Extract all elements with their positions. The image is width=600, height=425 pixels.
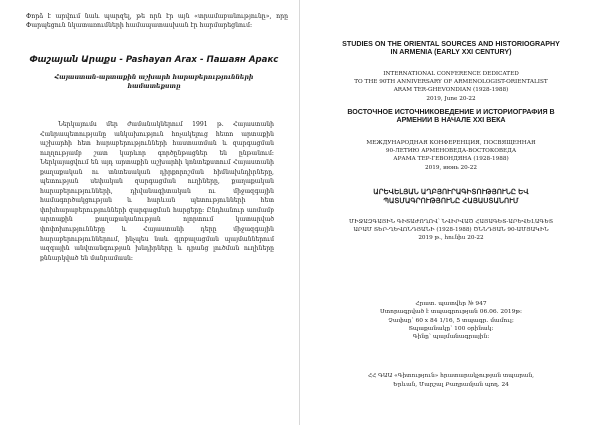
title-line: ВОСТОЧНОЕ ИСТОЧНИКОВЕДЕНИЕ И ИСТОРИОГРАФИЯ В	[347, 108, 555, 116]
signed-date: Ստորագրված է տպագրության 06.06. 2019թ։	[379, 309, 523, 316]
conference-english	[302, 70, 600, 103]
conference-line: АРАМА ТЕР-ГЕВОНДЯНА (1928-1988)	[393, 156, 509, 163]
title-line: STUDIES ON THE ORIENTAL SOURCES AND HISTORIOGRAPHY	[342, 40, 560, 48]
right-page	[302, 0, 600, 425]
order-number: Հրատ. պատվեր № 947	[415, 301, 487, 307]
publisher-name: ՀՀ ԳԱԱ «Գիտություն» հրատարակչության տպարան,	[367, 373, 535, 379]
title-english	[302, 40, 600, 57]
abstract-subtitle: Հայաստան-արտաքին աշխարհ հարաբերությունների համատեքստը	[54, 74, 254, 90]
title-line: АРМЕНИИ В НАЧАЛЕ XXI ВЕКА	[396, 116, 506, 125]
conference-line: ՄԻՋԱԶԳԱՅԻՆ ԳԻՏԱԺՈՂՈՎ՝ ՆՎԻՐՎԱԾ ՀԱՅԱԳԵՏ-ԱՐԵՎԵԼԱԳԵՏ	[349, 219, 553, 225]
conference-armenian	[302, 218, 600, 243]
title-line: IN ARMENIA (EARLY XXI CENTURY)	[390, 48, 512, 57]
publisher-address: Երևան, Մարշալ Բաղրամյան պող. 24	[393, 381, 509, 388]
conference-line: ARAM TER-GHEVONDIAN (1928-1988)	[393, 87, 509, 94]
print-run: Տպաքանակը՝ 100 օրինակ։	[408, 325, 494, 332]
conference-date: 2019 թ., հունիս 20-22	[418, 235, 484, 242]
abstract-body: Ներկայումս մեր ժամանակներում 1991 թ. Հայաստանի Հանրապետությանը անկախություն հռչակելուց հետո արտաքին աշխարհի հետ հարաբերությունների հաստատման և զարգացման ուղղությամբ շատ կարևոր գործընթացներ են ընթանում։ Ներկայացվում են այդ արտաքին աշխարհի կոնտեքստում Հայաստանի քաղաքական ու տնտեսական դիրքորոշման հիմնախնդիրները, պետության սեփական զարգացման ուղիները, քաղաքական հարաբերությունների, դիվանագիտական ու միջազգային համագործակցության և հարևան պետությունների հետ փոխհարաբերությունների զարգացման հարցերը։ Ընդհանուր առմամբ արտաքին քաղաքականության ոլորտում կատարված փոփոխությունները և Հայաստանի դերը միջազգային հարաբերություններում, ինչպես նաև գլոբալացման պայմաններում ազգային անվտանգության խնդիրները և դրանց լուծման ուղիները քննարկված են մանրամասն։	[40, 121, 274, 262]
title-russian	[302, 108, 600, 125]
title-line: ՊԱՏՄԱԳՐՈՒԹՅՈՒՆԸ ՀԱՅԱՍՏԱՆՈՒՄ	[383, 198, 519, 206]
conference-date: 2019, июнь 20-22	[425, 164, 477, 171]
intro-paragraph: Փորձ է արվում նաև պարզել, թե որն էր այն «տրամաբանությունը», որը Փարպեցուն նկատառումների համապատասխան էր հարմարեցնում:	[26, 13, 288, 30]
title-armenian	[302, 188, 600, 206]
format-size: Չափսը՝ 60 x 84 1/16, 5 տպագր. մամուլ։	[388, 317, 514, 324]
publisher-info	[302, 372, 600, 389]
price-info: Գինը՝ պայմանագրային։	[412, 334, 490, 341]
imprint-details	[302, 300, 600, 341]
conference-date: 2019, June 20-22	[426, 95, 476, 102]
left-page	[0, 0, 298, 425]
conference-russian	[302, 139, 600, 172]
author-heading: Փաշայան Արաքս - Pashayan Arax - Пашаян Аракс	[29, 55, 279, 65]
conference-line: ԱՐԱՄ ՏԵՐ-ՂԵՎՈՆԴՅԱՆԻ (1928-1988) ԾՆՆԴՅԱՆ 90-ԱՄՅԱԿԻՆ	[353, 227, 549, 234]
conference-line: МЕЖДУНАРОДНАЯ КОНФЕРЕНЦИЯ, ПОСВЯЩЕННАЯ	[366, 140, 536, 146]
conference-line: 90-ЛЕТИЮ АРМЕНОВЕДА-ВОСТОКОВЕДА	[385, 148, 517, 155]
conference-line: TO THE 90TH ANNIVERSARY OF ARMENOLOGIST-ORIENTALIST	[354, 79, 548, 86]
title-line: ԱՐԵՎԵԼՅԱՆ ԱՂԲՅՈՒՐԱԳԻՏՈՒԹՅՈՒՆԸ ԵՎ	[373, 189, 529, 196]
conference-line: INTERNATIONAL CONFERENCE DEDICATED	[383, 71, 519, 77]
page-divider	[299, 0, 300, 425]
